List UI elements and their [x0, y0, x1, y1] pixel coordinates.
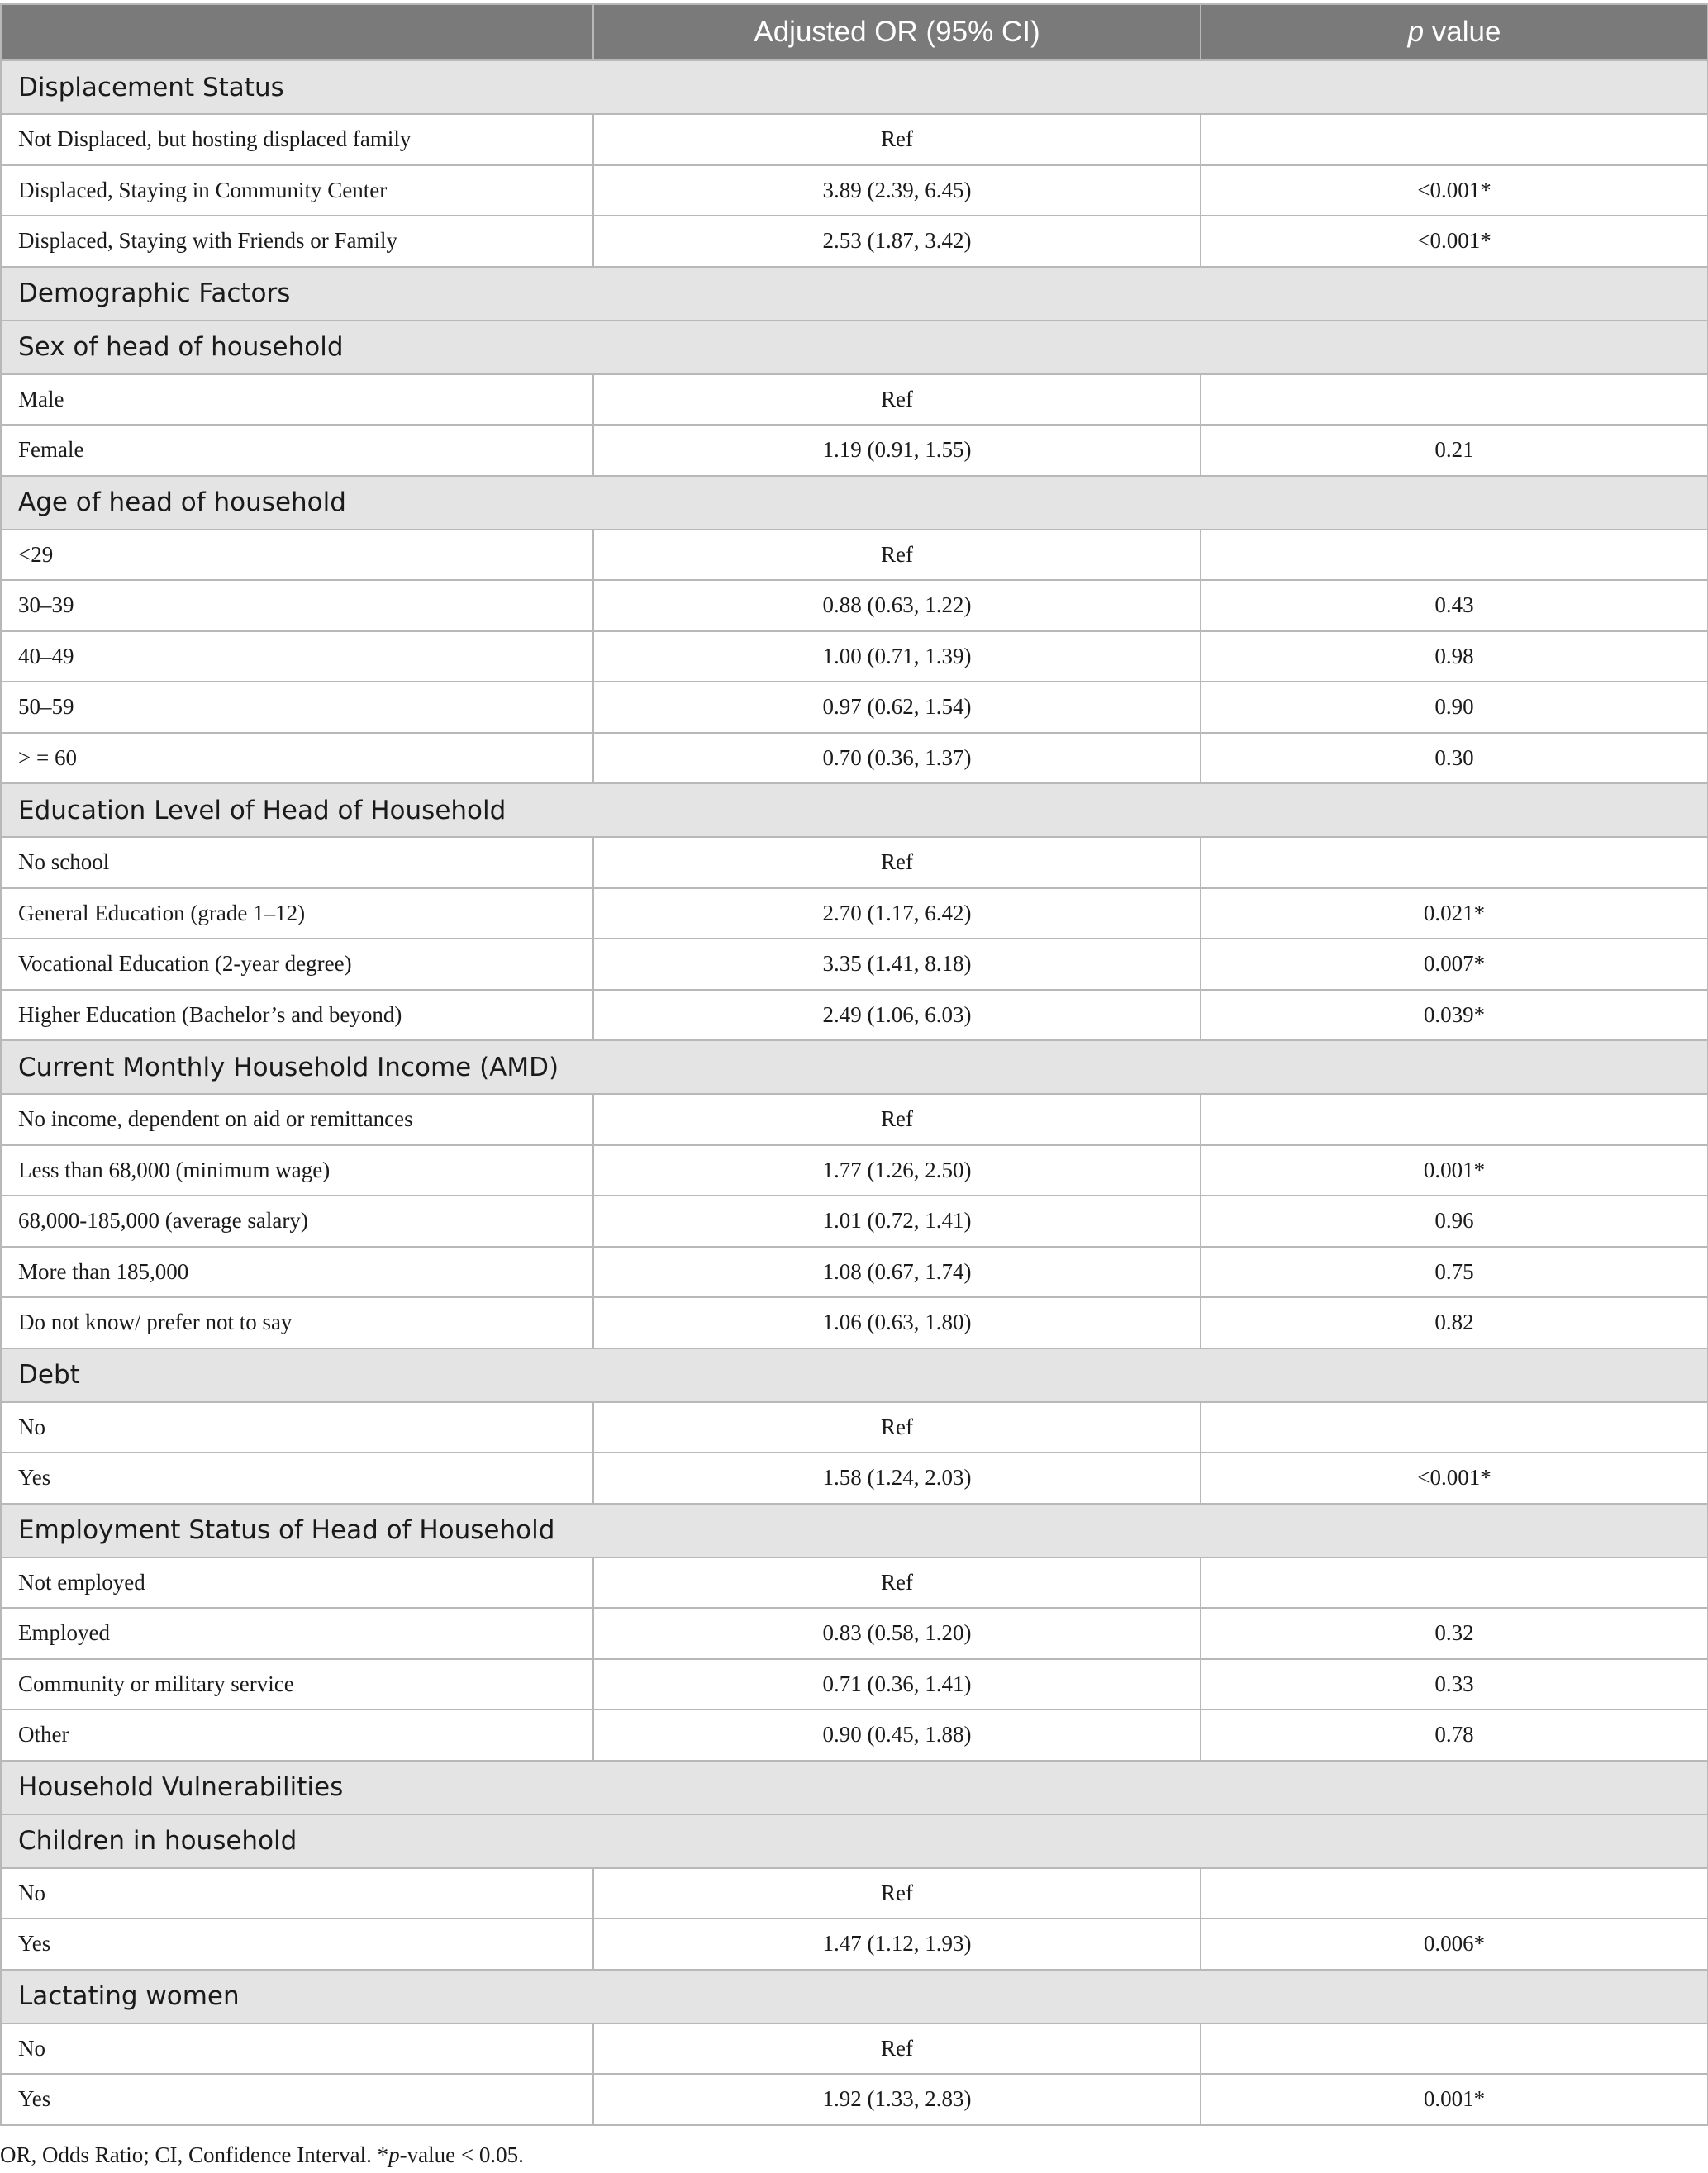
section-header-row: [1, 321, 1708, 374]
p-value-cell: [1201, 530, 1708, 581]
adjusted-or-cell: 1.47 (1.12, 1.93): [593, 1919, 1201, 1970]
table-row: [1, 1196, 1708, 1247]
row-label: Employed: [1, 1608, 593, 1659]
adjusted-or-cell: 0.70 (0.36, 1.37): [593, 733, 1201, 784]
section-header-row: [1, 60, 1708, 114]
row-label: More than 185,000: [1, 1247, 593, 1298]
row-label: Male: [1, 374, 593, 426]
p-value-cell: [1201, 114, 1708, 165]
adjusted-or-cell: 1.00 (0.71, 1.39): [593, 631, 1201, 682]
adjusted-or-cell: 1.08 (0.67, 1.74): [593, 1247, 1201, 1298]
p-value-cell: 0.33: [1201, 1659, 1708, 1710]
row-label: No school: [1, 837, 593, 888]
header-row: [1, 4, 1708, 60]
section-header-row: [1, 1504, 1708, 1557]
row-label: Yes: [1, 1453, 593, 1504]
adjusted-or-cell: 1.92 (1.33, 2.83): [593, 2074, 1201, 2125]
table-row: [1, 1297, 1708, 1348]
adjusted-or-cell: 1.06 (0.63, 1.80): [593, 1297, 1201, 1348]
section-header-row: [1, 267, 1708, 321]
footnote-text-2: -value < 0.05.: [399, 2142, 524, 2167]
p-value-cell: <0.001*: [1201, 1453, 1708, 1504]
adjusted-or-cell: 3.35 (1.41, 8.18): [593, 939, 1201, 990]
p-value-cell: 0.82: [1201, 1297, 1708, 1348]
section-title: Employment Status of Head of Household: [1, 1504, 1708, 1557]
section-header-row: [1, 1040, 1708, 1094]
p-value-cell: 0.30: [1201, 733, 1708, 784]
p-value-cell: 0.039*: [1201, 990, 1708, 1041]
table-row: [1, 216, 1708, 267]
table-row: [1, 733, 1708, 784]
p-value-cell: 0.90: [1201, 682, 1708, 733]
p-value-cell: 0.001*: [1201, 2074, 1708, 2125]
table-row: [1, 374, 1708, 426]
table-row: [1, 939, 1708, 990]
odds-ratio-table: [0, 3, 1708, 2126]
row-label: No: [1, 1402, 593, 1453]
p-value-cell: 0.96: [1201, 1196, 1708, 1247]
p-value-cell: [1201, 2023, 1708, 2075]
adjusted-or-cell: Ref: [593, 1402, 1201, 1453]
table-row: [1, 682, 1708, 733]
section-header-row: [1, 1814, 1708, 1868]
section-title: Lactating women: [1, 1970, 1708, 2023]
row-label: Community or military service: [1, 1659, 593, 1710]
table-row: [1, 631, 1708, 682]
table-row: [1, 1919, 1708, 1970]
section-title: Age of head of household: [1, 476, 1708, 530]
table-body: [1, 60, 1708, 2125]
footnote-p-italic: p: [388, 2142, 400, 2167]
table-row: [1, 530, 1708, 581]
p-value-cell: 0.021*: [1201, 888, 1708, 939]
section-title: Displacement Status: [1, 60, 1708, 114]
p-value-cell: [1201, 1868, 1708, 1919]
table-footnote: [0, 2142, 524, 2168]
adjusted-or-cell: 3.89 (2.39, 6.45): [593, 165, 1201, 216]
p-value-cell: 0.21: [1201, 425, 1708, 476]
p-value-cell: [1201, 1557, 1708, 1609]
row-label: General Education (grade 1–12): [1, 888, 593, 939]
table-row: [1, 837, 1708, 888]
adjusted-or-cell: 0.90 (0.45, 1.88): [593, 1709, 1201, 1761]
row-label: Other: [1, 1709, 593, 1761]
row-label: 40–49: [1, 631, 593, 682]
adjusted-or-cell: 0.71 (0.36, 1.41): [593, 1659, 1201, 1710]
table-row: [1, 990, 1708, 1041]
adjusted-or-cell: 2.49 (1.06, 6.03): [593, 990, 1201, 1041]
p-value-cell: 0.75: [1201, 1247, 1708, 1298]
row-label: No income, dependent on aid or remittances: [1, 1094, 593, 1145]
table-row: [1, 114, 1708, 165]
adjusted-or-cell: 0.97 (0.62, 1.54): [593, 682, 1201, 733]
table-row: [1, 1402, 1708, 1453]
section-header-row: [1, 1761, 1708, 1814]
p-value-cell: [1201, 837, 1708, 888]
p-value-cell: <0.001*: [1201, 165, 1708, 216]
row-label: Displaced, Staying in Community Center: [1, 165, 593, 216]
p-value-cell: 0.001*: [1201, 1145, 1708, 1196]
adjusted-or-cell: Ref: [593, 1094, 1201, 1145]
section-header-row: [1, 1970, 1708, 2023]
adjusted-or-cell: 1.77 (1.26, 2.50): [593, 1145, 1201, 1196]
p-value-cell: [1201, 1094, 1708, 1145]
row-label: Yes: [1, 1919, 593, 1970]
p-value-cell: 0.78: [1201, 1709, 1708, 1761]
table-row: [1, 1094, 1708, 1145]
row-label: Female: [1, 425, 593, 476]
header-adjusted-or: Adjusted OR (95% CI): [593, 4, 1201, 60]
header-p-rest: value: [1424, 16, 1501, 48]
section-header-row: [1, 783, 1708, 837]
table-row: [1, 2074, 1708, 2125]
table-row: [1, 425, 1708, 476]
row-label: <29: [1, 530, 593, 581]
p-value-cell: 0.98: [1201, 631, 1708, 682]
p-value-cell: [1201, 1402, 1708, 1453]
section-header-row: [1, 476, 1708, 530]
section-title: Debt: [1, 1348, 1708, 1402]
table-row: [1, 1453, 1708, 1504]
section-title: Sex of head of household: [1, 321, 1708, 374]
row-label: No: [1, 1868, 593, 1919]
table-row: [1, 888, 1708, 939]
section-title: Education Level of Head of Household: [1, 783, 1708, 837]
row-label: Do not know/ prefer not to say: [1, 1297, 593, 1348]
row-label: No: [1, 2023, 593, 2075]
table-row: [1, 165, 1708, 216]
section-title: Current Monthly Household Income (AMD): [1, 1040, 1708, 1094]
row-label: > = 60: [1, 733, 593, 784]
row-label: Not employed: [1, 1557, 593, 1609]
p-value-cell: [1201, 374, 1708, 426]
adjusted-or-cell: 0.83 (0.58, 1.20): [593, 1608, 1201, 1659]
table-row: [1, 580, 1708, 631]
row-label: Yes: [1, 2074, 593, 2125]
table-row: [1, 1709, 1708, 1761]
table-row: [1, 2023, 1708, 2075]
adjusted-or-cell: 0.88 (0.63, 1.22): [593, 580, 1201, 631]
table-row: [1, 1247, 1708, 1298]
row-label: Higher Education (Bachelor’s and beyond): [1, 990, 593, 1041]
header-p-italic: p: [1407, 16, 1425, 48]
p-value-cell: <0.001*: [1201, 216, 1708, 267]
row-label: Not Displaced, but hosting displaced family: [1, 114, 593, 165]
adjusted-or-cell: 1.58 (1.24, 2.03): [593, 1453, 1201, 1504]
row-label: 50–59: [1, 682, 593, 733]
p-value-cell: 0.43: [1201, 580, 1708, 631]
row-label: 68,000-185,000 (average salary): [1, 1196, 593, 1247]
row-label: Displaced, Staying with Friends or Family: [1, 216, 593, 267]
adjusted-or-cell: 2.53 (1.87, 3.42): [593, 216, 1201, 267]
adjusted-or-cell: Ref: [593, 837, 1201, 888]
adjusted-or-cell: 1.19 (0.91, 1.55): [593, 425, 1201, 476]
p-value-cell: 0.007*: [1201, 939, 1708, 990]
adjusted-or-cell: Ref: [593, 374, 1201, 426]
adjusted-or-cell: Ref: [593, 1557, 1201, 1609]
footnote-text-1: OR, Odds Ratio; CI, Confidence Interval. *: [0, 2142, 389, 2167]
header-p-value: [1201, 4, 1708, 60]
section-title: Demographic Factors: [1, 267, 1708, 321]
section-header-row: [1, 1348, 1708, 1402]
row-label: 30–39: [1, 580, 593, 631]
table-row: [1, 1868, 1708, 1919]
adjusted-or-cell: Ref: [593, 530, 1201, 581]
adjusted-or-cell: Ref: [593, 2023, 1201, 2075]
section-title: Household Vulnerabilities: [1, 1761, 1708, 1814]
adjusted-or-cell: 2.70 (1.17, 6.42): [593, 888, 1201, 939]
row-label: Vocational Education (2-year degree): [1, 939, 593, 990]
p-value-cell: 0.006*: [1201, 1919, 1708, 1970]
table-row: [1, 1608, 1708, 1659]
adjusted-or-cell: Ref: [593, 1868, 1201, 1919]
table-row: [1, 1659, 1708, 1710]
row-label: Less than 68,000 (minimum wage): [1, 1145, 593, 1196]
table-row: [1, 1145, 1708, 1196]
adjusted-or-cell: Ref: [593, 114, 1201, 165]
section-title: Children in household: [1, 1814, 1708, 1868]
table-row: [1, 1557, 1708, 1609]
p-value-cell: 0.32: [1201, 1608, 1708, 1659]
adjusted-or-cell: 1.01 (0.72, 1.41): [593, 1196, 1201, 1247]
header-variable: [1, 4, 593, 60]
